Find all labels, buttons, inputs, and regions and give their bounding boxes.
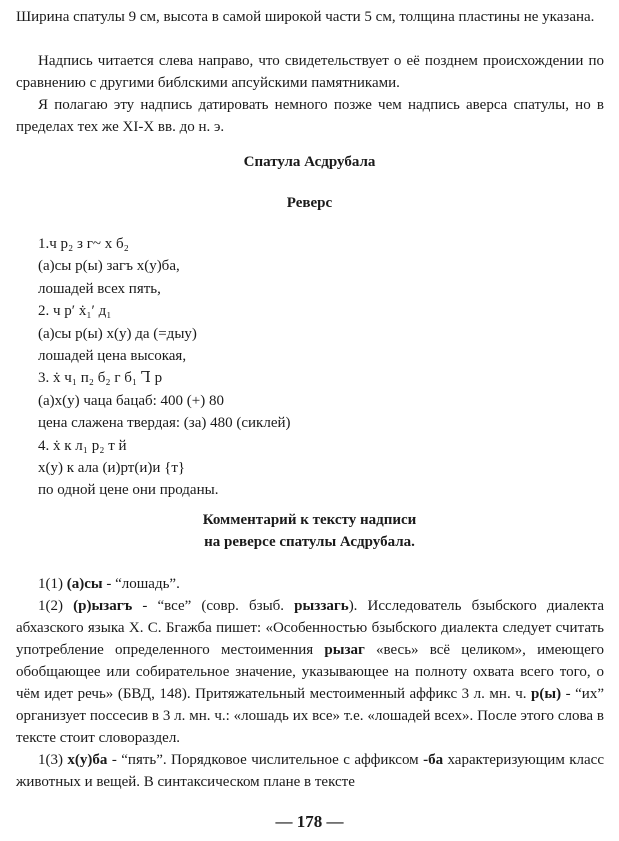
inscription-block: [38, 233, 598, 502]
inscription-line: 1.ч р₂ з г~ х б₂: [38, 236, 129, 252]
commentary-term: рызаг: [324, 642, 365, 658]
commentary-text: - “лошадь”.: [102, 576, 180, 592]
intro-paragraph-direction: Надпись читается слева направо, что свидетельствует о её позднем происхождении по сравнению с другими библскими апсуйскими памятниками.: [16, 53, 604, 91]
inscription-line: 4. ẋ к л₁ р₂ т й: [38, 437, 127, 454]
inscription-line: (а)сы р(ы) загъ х(у)ба,: [38, 258, 180, 275]
inscription-line: 3. ẋ ч₁ п₂ б₂ г б₁ Ꞁ р: [38, 370, 163, 387]
commentary-text: характеризующим класс животных и вещей. В синтаксическом плане в тексте: [16, 752, 604, 790]
inscription-line: х(у) к ала (и)рт(и)и {т}: [38, 460, 186, 477]
inscription-line: лошадей всех пять,: [38, 280, 161, 297]
commentary-term: (р)ызагъ: [73, 598, 133, 614]
inscription-line: лошадей цена высокая,: [38, 348, 187, 365]
inscription-line: (а)х(у) чаца бацаб: 400 (+) 80: [38, 392, 224, 409]
commentary-number: 1(3): [38, 752, 63, 768]
page-number: — 178 —: [275, 812, 344, 831]
commentary-text: «весь» всё целиком», имеющего обобщающее или собирательное значение, указывающее на полноту охвата всего того, о чём идет речь» (БВД, 148). Притяжательный местоименный аффикс 3 л. мн. ч.: [16, 642, 605, 702]
inscription-line: 2. ч р′ ẋ₁′ д₁: [38, 303, 112, 320]
commentary-heading-line1: Комментарий к тексту надписи: [202, 512, 417, 528]
commentary-term: (а)сы: [66, 576, 103, 592]
commentary-item-2: [16, 595, 604, 749]
commentary-item-1: [16, 573, 604, 595]
inscription-line: цена слажена твердая: (за) 480 (сиклей): [38, 415, 291, 432]
commentary-text: - “пять”. Порядковое числительное с аффиксом: [107, 752, 424, 768]
commentary-text: ). Исследователь бзыбского диалекта абхазского языка Х. С. Бгажба пишет: «Особенностью бзыбского диалекта следует считать употребление определенного местоименния: [16, 598, 604, 658]
commentary-text: - “их” организует поссесив в 3 л. мн. ч.: «лошадь их все» т.е. «лошадей всех». После этого слова в тексте стоит словораздел.: [16, 686, 604, 746]
commentary-term: р(ы): [531, 686, 562, 702]
commentary-term: рыззагь: [294, 598, 349, 614]
commentary-term: -ба: [423, 752, 444, 768]
commentary-number: 1(1): [38, 576, 63, 592]
section-heading-spatula: Спатула Асдрубала: [243, 154, 376, 170]
intro-paragraph-dating: Я полагаю эту надпись датировать немного позже чем надпись аверса спатулы, но в пределах тех же XI-X вв. до н. э.: [16, 97, 604, 135]
inscription-line: по одной цене они проданы.: [38, 482, 219, 499]
commentary-number: 1(2): [38, 598, 63, 614]
inscription-line: (а)сы р(ы) х(у) да (=дыу): [38, 325, 197, 342]
commentary-term: х(у)ба: [67, 752, 108, 768]
section-heading-reverse: Реверс: [286, 195, 333, 211]
commentary-item-3: [16, 749, 604, 793]
commentary-heading-line2: на реверсе спатулы Асдрубала.: [204, 534, 415, 550]
intro-paragraph-dimensions: Ширина спатулы 9 см, высота в самой широкой части 5 см, толщина пластины не указана.: [16, 9, 595, 25]
commentary-text: - “все” (совр. бзыб.: [132, 598, 295, 614]
